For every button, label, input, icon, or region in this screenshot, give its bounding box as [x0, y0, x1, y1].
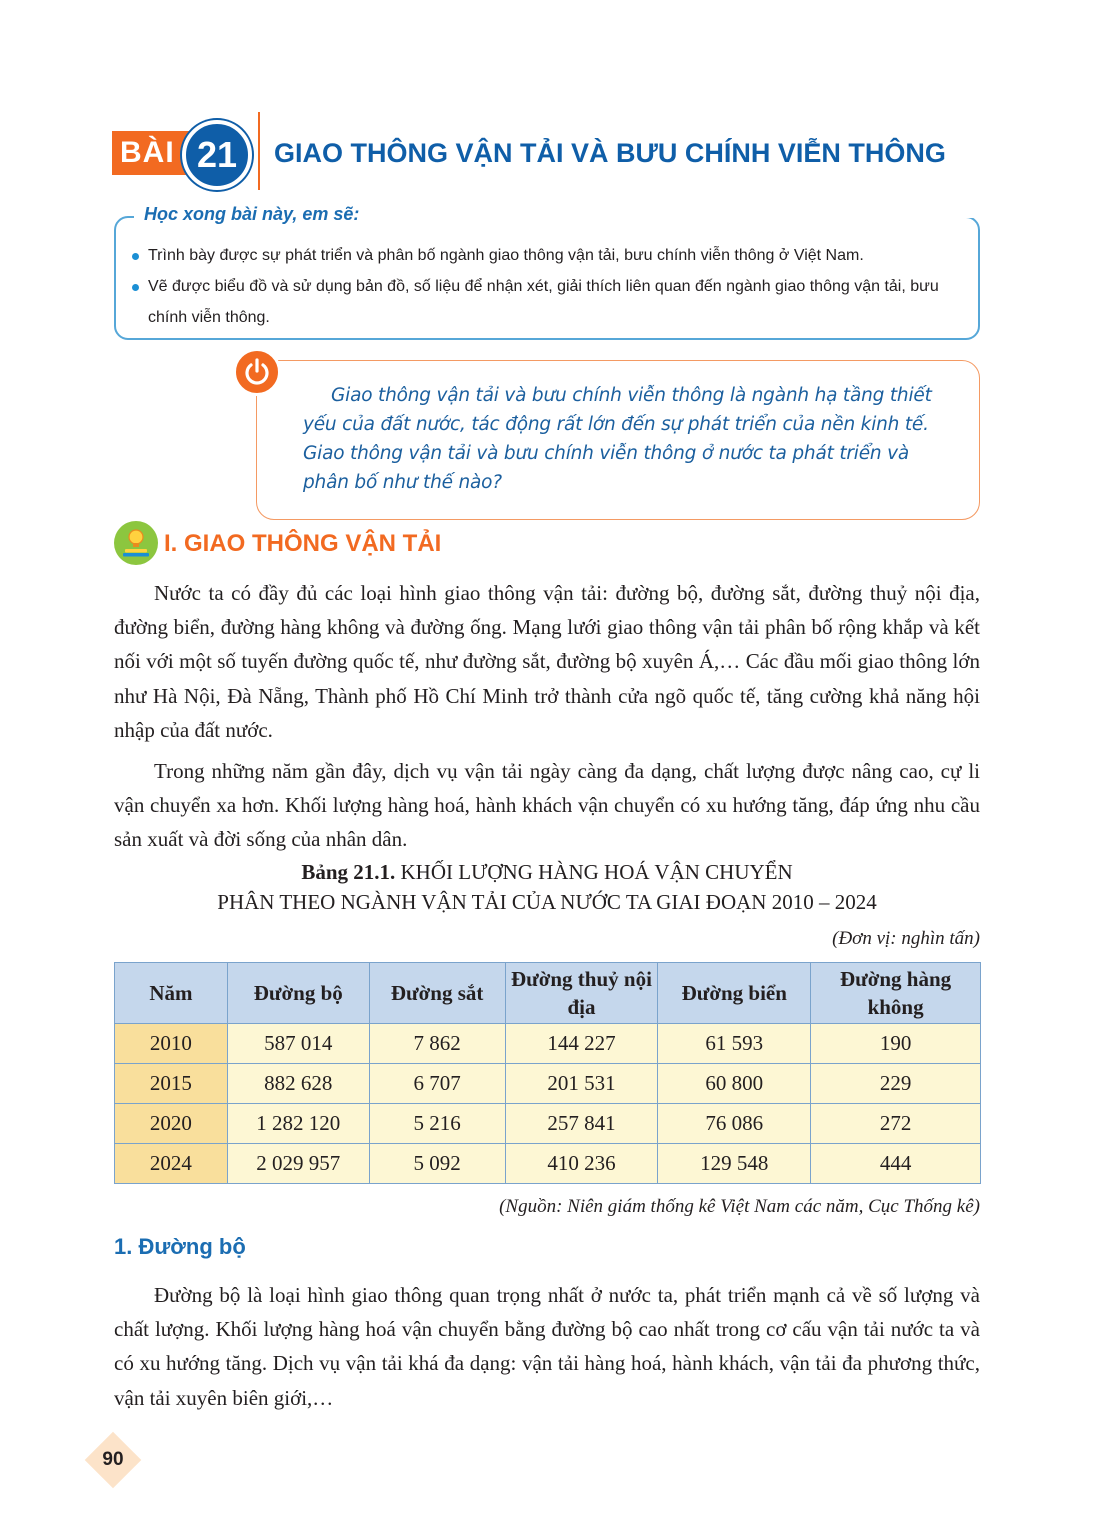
table-row — [115, 1104, 981, 1144]
page-number: 90 — [102, 1449, 124, 1470]
table-cell: 76 086 — [658, 1104, 811, 1144]
table-cell: 190 — [811, 1024, 981, 1064]
table-cell-year: 2010 — [115, 1024, 228, 1064]
lesson-tag: BÀI — [112, 131, 202, 175]
table-cell-year: 2015 — [115, 1064, 228, 1104]
section-title: I. GIAO THÔNG VẬN TẢI — [164, 530, 442, 557]
body-paragraph: Nước ta có đầy đủ các loại hình giao thông vận tải: đường bộ, đường sắt, đường thuỷ nội địa, đường biển, đường hàng không và đường ống. Mạng lưới giao thông vận tải phân bố rộng khắp và kết nối với một số tuyến đường quốc tế, như đường sắt, đường bộ xuyên Á,… Các đầu mối giao thông lớn như Hà Nội, Đà Nẵng, Thành phố Hồ Chí Minh trở thành cửa ngõ quốc tế, tăng cường khả năng hội nhập của đất nước. — [114, 581, 980, 742]
table-cell: 129 548 — [658, 1144, 811, 1184]
table-row — [115, 1024, 981, 1064]
objectives-heading: Học xong bài này, em sẽ: — [134, 204, 369, 225]
objectives-list — [130, 240, 960, 333]
table-caption-line1: KHỐI LƯỢNG HÀNG HOÁ VẬN CHUYỂN — [400, 860, 793, 884]
table-header-cell: Năm — [115, 963, 228, 1024]
table-cell: 257 841 — [505, 1104, 658, 1144]
table-unit: (Đơn vị: nghìn tấn) — [832, 928, 980, 949]
lightbulb-icon — [114, 521, 158, 565]
objective-item: Vẽ được biểu đồ và sử dụng bản đồ, số liệu để nhận xét, giải thích liên quan đến ngành giao thông vận tải, bưu chính viễn thông. — [130, 271, 960, 333]
table-header-row — [115, 963, 981, 1024]
table-row — [115, 1064, 981, 1104]
table-header-cell: Đường sắt — [369, 963, 505, 1024]
table-header-cell: Đường thuỷ nội địa — [505, 963, 658, 1024]
table-cell: 60 800 — [658, 1064, 811, 1104]
table-header-cell: Đường biển — [658, 963, 811, 1024]
objective-item: Trình bày được sự phát triển và phân bố ngành giao thông vận tải, bưu chính viễn thông ở Việt Nam. — [130, 240, 960, 271]
table-cell: 6 707 — [369, 1064, 505, 1104]
table-cell: 201 531 — [505, 1064, 658, 1104]
table-cell: 272 — [811, 1104, 981, 1144]
table-cell: 7 862 — [369, 1024, 505, 1064]
table-cell: 5 216 — [369, 1104, 505, 1144]
body-paragraph: Đường bộ là loại hình giao thông quan trọng nhất ở nước ta, phát triển mạnh cả về số lượng và chất lượng. Khối lượng hàng hoá vận chuyển bằng đường bộ cao nhất trong cơ cấu vận tải nước ta và có xu hướng tăng. Dịch vụ vận tải khá đa dạng: vận tải hàng hoá, hành khách, vận tải đa phương thức, vận tải xuyên biên giới,… — [114, 1283, 980, 1410]
header-divider — [258, 112, 260, 190]
table-caption-line2: PHÂN THEO NGÀNH VẬN TẢI CỦA NƯỚC TA GIAI ĐOẠN 2010 – 2024 — [217, 890, 877, 914]
table-cell: 5 092 — [369, 1144, 505, 1184]
table-source: (Nguồn: Niên giám thống kê Việt Nam các năm, Cục Thống kê) — [499, 1196, 980, 1217]
table-cell: 61 593 — [658, 1024, 811, 1064]
power-icon — [233, 348, 281, 396]
intro-text: Giao thông vận tải và bưu chính viễn thông là ngành hạ tầng thiết yếu của đất nước, tác động rất lớn đến sự phát triển của nền kinh tế. Giao thông vận tải và bưu chính viễn thông ở nước ta phát triển và phân bố như thế nào? — [303, 385, 932, 493]
table-header-cell: Đường hàng không — [811, 963, 981, 1024]
table-cell: 444 — [811, 1144, 981, 1184]
intro-box — [256, 360, 980, 520]
table-cell: 882 628 — [227, 1064, 369, 1104]
table-cell-year: 2020 — [115, 1104, 228, 1144]
lesson-number: 21 — [182, 120, 252, 190]
body-paragraph: Trong những năm gần đây, dịch vụ vận tải ngày càng đa dạng, chất lượng được nâng cao, cự li vận chuyển xa hơn. Khối lượng hàng hoá, hành khách vận chuyển có xu hướng tăng, đáp ứng nhu cầu sản xuất và đời sống của nhân dân. — [114, 759, 980, 852]
table-caption-label: Bảng 21.1. — [301, 860, 396, 884]
table-cell-year: 2024 — [115, 1144, 228, 1184]
table-cell: 229 — [811, 1064, 981, 1104]
table-cell: 587 014 — [227, 1024, 369, 1064]
lesson-title: GIAO THÔNG VẬN TẢI VÀ BƯU CHÍNH VIỄN THÔNG — [274, 138, 946, 168]
table-cell: 410 236 — [505, 1144, 658, 1184]
data-table — [114, 962, 981, 1184]
table-row — [115, 1144, 981, 1184]
table-cell: 144 227 — [505, 1024, 658, 1064]
objectives-line-mask — [366, 216, 978, 218]
table-caption — [114, 857, 980, 917]
table-header-cell: Đường bộ — [227, 963, 369, 1024]
subsection-title: 1. Đường bộ — [114, 1234, 246, 1259]
table-cell: 2 029 957 — [227, 1144, 369, 1184]
table-cell: 1 282 120 — [227, 1104, 369, 1144]
objectives-box — [114, 204, 980, 340]
lesson-header — [112, 112, 992, 192]
